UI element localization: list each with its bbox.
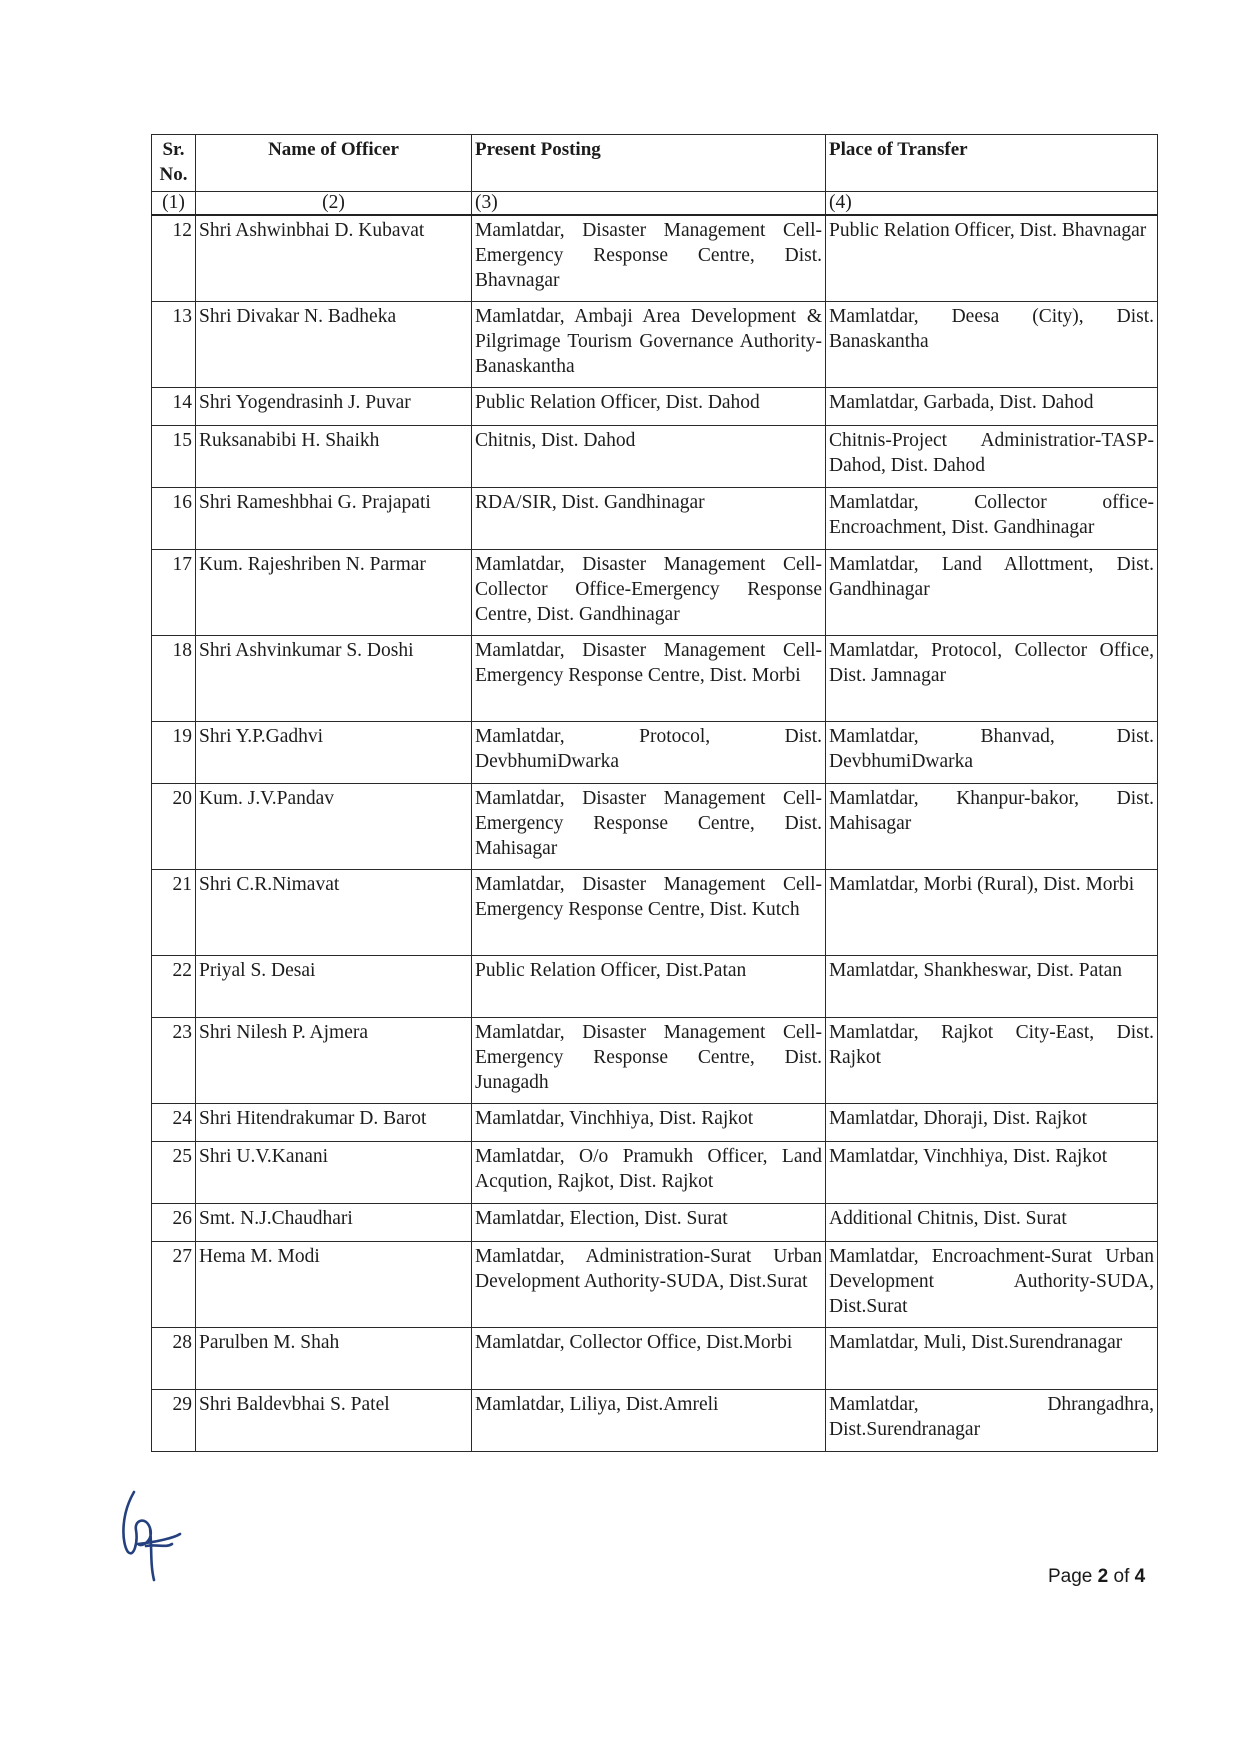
present-posting-cell: Public Relation Officer, Dist. Dahod <box>472 387 826 425</box>
officer-name-cell: Priyal S. Desai <box>196 955 472 1017</box>
place-of-transfer-cell: Mamlatdar, Dhrangadhra, Dist.Surendranagar <box>826 1389 1158 1451</box>
table-row <box>152 955 1158 1017</box>
sr-number-cell: 27 <box>152 1241 196 1327</box>
present-posting-cell: Mamlatdar, Protocol, Dist. DevbhumiDwarka <box>472 721 826 783</box>
place-of-transfer-cell: Mamlatdar, Vinchhiya, Dist. Rajkot <box>826 1141 1158 1203</box>
table-row <box>152 721 1158 783</box>
sr-number-cell: 25 <box>152 1141 196 1203</box>
officer-name-cell: Shri Baldevbhai S. Patel <box>196 1389 472 1451</box>
header-name-of-officer: Name of Officer <box>196 135 472 192</box>
table-row <box>152 215 1158 301</box>
sr-number-cell: 21 <box>152 869 196 955</box>
place-of-transfer-cell: Additional Chitnis, Dist. Surat <box>826 1203 1158 1241</box>
place-of-transfer-cell: Mamlatdar, Deesa (City), Dist. Banaskantha <box>826 301 1158 387</box>
place-of-transfer-cell: Public Relation Officer, Dist. Bhavnagar <box>826 215 1158 301</box>
place-of-transfer-cell: Mamlatdar, Khanpur-bakor, Dist. Mahisagar <box>826 783 1158 869</box>
officer-name-cell: Shri U.V.Kanani <box>196 1141 472 1203</box>
present-posting-cell: Mamlatdar, Collector Office, Dist.Morbi <box>472 1327 826 1389</box>
table-body <box>152 215 1158 1451</box>
place-of-transfer-cell: Mamlatdar, Shankheswar, Dist. Patan <box>826 955 1158 1017</box>
table-row <box>152 425 1158 487</box>
sr-number-cell: 15 <box>152 425 196 487</box>
sr-number-cell: 20 <box>152 783 196 869</box>
place-of-transfer-cell: Mamlatdar, Land Allottment, Dist. Gandhinagar <box>826 549 1158 635</box>
present-posting-cell: Mamlatdar, Disaster Management Cell-Emergency Response Centre, Dist. Junagadh <box>472 1017 826 1103</box>
table-row <box>152 1241 1158 1327</box>
present-posting-cell: Chitnis, Dist. Dahod <box>472 425 826 487</box>
sr-number-cell: 26 <box>152 1203 196 1241</box>
table-row <box>152 1103 1158 1141</box>
page-of: of <box>1113 1566 1130 1587</box>
place-of-transfer-cell: Mamlatdar, Rajkot City-East, Dist. Rajkot <box>826 1017 1158 1103</box>
officer-name-cell: Shri C.R.Nimavat <box>196 869 472 955</box>
sr-number-cell: 28 <box>152 1327 196 1389</box>
sr-number-cell: 17 <box>152 549 196 635</box>
column-number: (2) <box>196 192 472 216</box>
table-row <box>152 1141 1158 1203</box>
sr-number-cell: 16 <box>152 487 196 549</box>
place-of-transfer-cell: Mamlatdar, Protocol, Collector Office, Dist. Jamnagar <box>826 635 1158 721</box>
present-posting-cell: Mamlatdar, Ambaji Area Development & Pilgrimage Tourism Governance Authority-Banaskantha <box>472 301 826 387</box>
table-row <box>152 1017 1158 1103</box>
sr-number-cell: 12 <box>152 215 196 301</box>
page-current: 2 <box>1097 1566 1109 1587</box>
present-posting-cell: Mamlatdar, Administration-Surat Urban Development Authority-SUDA, Dist.Surat <box>472 1241 826 1327</box>
present-posting-cell: Mamlatdar, Disaster Management Cell-Emergency Response Centre, Dist. Morbi <box>472 635 826 721</box>
sr-number-cell: 22 <box>152 955 196 1017</box>
sr-number-cell: 19 <box>152 721 196 783</box>
officer-name-cell: Shri Divakar N. Badheka <box>196 301 472 387</box>
officer-name-cell: Smt. N.J.Chaudhari <box>196 1203 472 1241</box>
officer-name-cell: Shri Y.P.Gadhvi <box>196 721 472 783</box>
page-total: 4 <box>1134 1566 1146 1587</box>
place-of-transfer-cell: Mamlatdar, Garbada, Dist. Dahod <box>826 387 1158 425</box>
sr-number-cell: 14 <box>152 387 196 425</box>
present-posting-cell: Mamlatdar, Disaster Management Cell-Collector Office-Emergency Response Centre, Dist. Gandhinagar <box>472 549 826 635</box>
present-posting-cell: Mamlatdar, Disaster Management Cell-Emergency Response Centre, Dist. Mahisagar <box>472 783 826 869</box>
sr-number-cell: 18 <box>152 635 196 721</box>
header-place-of-transfer: Place of Transfer <box>826 135 1158 192</box>
column-number: (1) <box>152 192 196 216</box>
column-number: (3) <box>472 192 826 216</box>
page-prefix: Page <box>1048 1566 1093 1587</box>
sr-number-cell: 23 <box>152 1017 196 1103</box>
present-posting-cell: Mamlatdar, Vinchhiya, Dist. Rajkot <box>472 1103 826 1141</box>
place-of-transfer-cell: Mamlatdar, Morbi (Rural), Dist. Morbi <box>826 869 1158 955</box>
sr-number-cell: 29 <box>152 1389 196 1451</box>
column-number-row <box>152 192 1158 216</box>
transfer-table <box>151 134 1158 1452</box>
present-posting-cell: RDA/SIR, Dist. Gandhinagar <box>472 487 826 549</box>
officer-name-cell: Shri Ashwinbhai D. Kubavat <box>196 215 472 301</box>
place-of-transfer-cell: Mamlatdar, Dhoraji, Dist. Rajkot <box>826 1103 1158 1141</box>
officer-name-cell: Shri Yogendrasinh J. Puvar <box>196 387 472 425</box>
place-of-transfer-cell: Mamlatdar, Bhanvad, Dist. DevbhumiDwarka <box>826 721 1158 783</box>
present-posting-cell: Mamlatdar, Disaster Management Cell-Emergency Response Centre, Dist. Bhavnagar <box>472 215 826 301</box>
sr-number-cell: 24 <box>152 1103 196 1141</box>
header-present-posting: Present Posting <box>472 135 826 192</box>
officer-name-cell: Kum. J.V.Pandav <box>196 783 472 869</box>
present-posting-cell: Mamlatdar, Liliya, Dist.Amreli <box>472 1389 826 1451</box>
officer-name-cell: Shri Ashvinkumar S. Doshi <box>196 635 472 721</box>
page-number <box>1048 1566 1145 1588</box>
place-of-transfer-cell: Mamlatdar, Encroachment-Surat Urban Development Authority-SUDA, Dist.Surat <box>826 1241 1158 1327</box>
present-posting-cell: Public Relation Officer, Dist.Patan <box>472 955 826 1017</box>
sr-number-cell: 13 <box>152 301 196 387</box>
signature-icon <box>116 1486 186 1582</box>
present-posting-cell: Mamlatdar, Disaster Management Cell-Emergency Response Centre, Dist. Kutch <box>472 869 826 955</box>
table-row <box>152 1203 1158 1241</box>
table-row <box>152 635 1158 721</box>
officer-name-cell: Parulben M. Shah <box>196 1327 472 1389</box>
header-sr-no: Sr. No. <box>152 135 196 192</box>
officer-name-cell: Hema M. Modi <box>196 1241 472 1327</box>
table-row <box>152 301 1158 387</box>
present-posting-cell: Mamlatdar, Election, Dist. Surat <box>472 1203 826 1241</box>
place-of-transfer-cell: Mamlatdar, Muli, Dist.Surendranagar <box>826 1327 1158 1389</box>
officer-name-cell: Shri Nilesh P. Ajmera <box>196 1017 472 1103</box>
officer-name-cell: Shri Rameshbhai G. Prajapati <box>196 487 472 549</box>
officer-name-cell: Ruksanabibi H. Shaikh <box>196 425 472 487</box>
table-row <box>152 487 1158 549</box>
table-header-row <box>152 135 1158 192</box>
present-posting-cell: Mamlatdar, O/o Pramukh Officer, Land Acqution, Rajkot, Dist. Rajkot <box>472 1141 826 1203</box>
table-row <box>152 549 1158 635</box>
column-number: (4) <box>826 192 1158 216</box>
officer-name-cell: Shri Hitendrakumar D. Barot <box>196 1103 472 1141</box>
table-row <box>152 1389 1158 1451</box>
officer-name-cell: Kum. Rajeshriben N. Parmar <box>196 549 472 635</box>
table-row <box>152 783 1158 869</box>
table-row <box>152 387 1158 425</box>
place-of-transfer-cell: Chitnis-Project Administratior-TASP-Dahod, Dist. Dahod <box>826 425 1158 487</box>
table-row <box>152 869 1158 955</box>
place-of-transfer-cell: Mamlatdar, Collector office-Encroachment, Dist. Gandhinagar <box>826 487 1158 549</box>
table-row <box>152 1327 1158 1389</box>
